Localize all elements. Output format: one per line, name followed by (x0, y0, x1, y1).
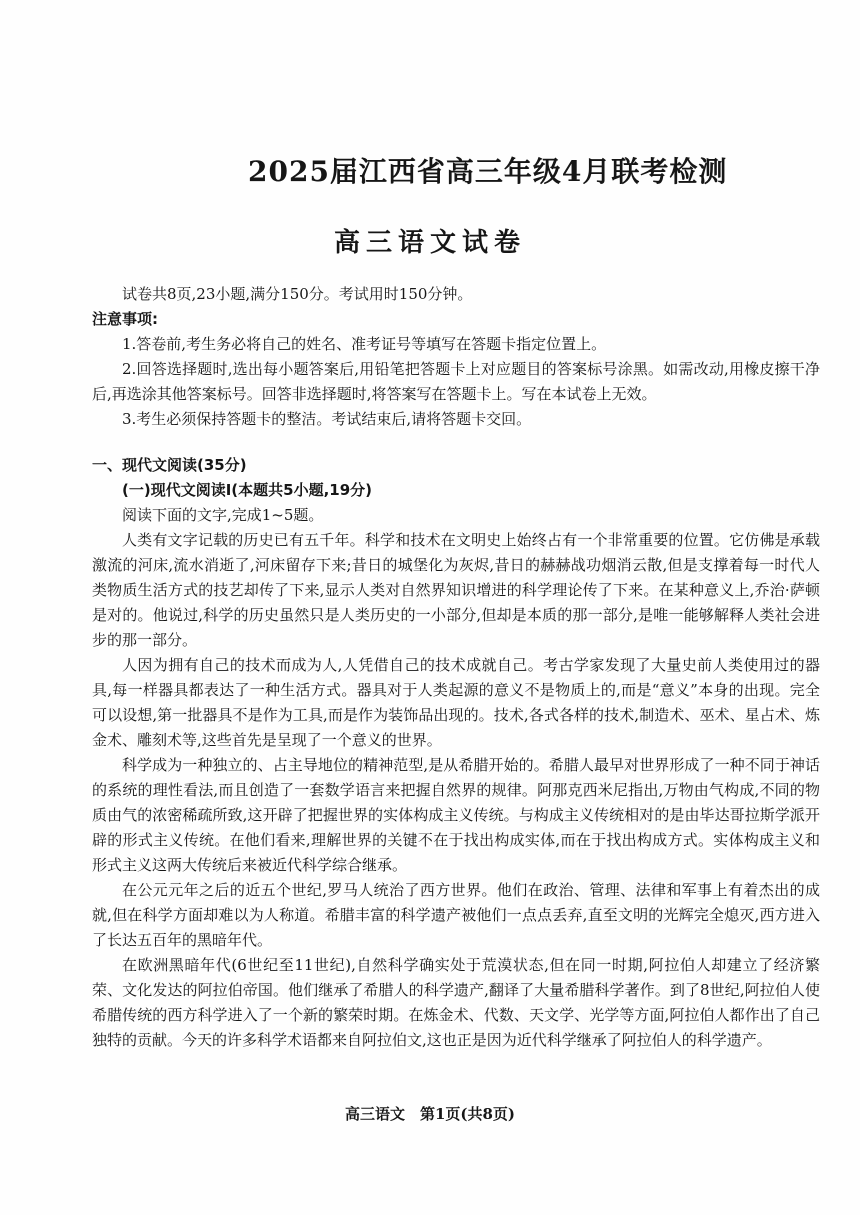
exam-title: 2025届江西省高三年级4月联考检测 (248, 155, 728, 188)
exam-subtitle: 高三语文试卷 (333, 228, 526, 258)
notice-heading: 注意事项: (92, 310, 158, 328)
passage-paragraph-1: 人类有文字记载的历史已有五千年。科学和技术在文明史上始终占有一个非常重要的位置。它仿佛是承载激流的河床,流水消逝了,河床留存下来;昔日的城堡化为灰烬,昔日的赫赫战功烟消云散,但是支撑着每一时代人类物质生活方式的技艺却传了下来,显示人类对自然界知识增进的科学理论传了下来。在某种意义上,乔治·萨顿是对的。他说过,科学的历史虽然只是人类历史的一小部分,但却是本质的那一部分,是唯一能够解释人类社会进步的那一部分。 (92, 531, 820, 649)
exam-intro: 试卷共8页,23小题,满分150分。考试用时150分钟。 (122, 285, 473, 303)
passage-paragraph-3: 科学成为一种独立的、占主导地位的精神范型,是从希腊开始的。希腊人最早对世界形成了一种不同于神话的系统的理性看法,而且创造了一套数学语言来把握自然界的规律。阿那克西米尼指出,万物由气构成,不同的物质由气的浓密稀疏所致,这开辟了把握世界的实体构成主义传统。与构成主义传统相对的是由毕达哥拉斯学派开辟的形式主义传统。在他们看来,理解世界的关键不在于找出构成实体,而在于找出构成方式。实体构成主义和形式主义这两大传统后来被近代科学综合继承。 (92, 756, 820, 874)
passage-paragraph-2: 人因为拥有自己的技术而成为人,人凭借自己的技术成就自己。考古学家发现了大量史前人类使用过的器具,每一样器具都表达了一种生活方式。器具对于人类起源的意义不是物质上的,而是“意义”本身的出现。完全可以设想,第一批器具不是作为工具,而是作为装饰品出现的。技术,各式各样的技术,制造术、巫术、星占术、炼金术、雕刻术等,这些首先是呈现了一个意义的世界。 (92, 656, 820, 749)
page-content (92, 282, 820, 1053)
passage-paragraph-5: 在欧洲黑暗年代(6世纪至11世纪),自然科学确实处于荒漠状态,但在同一时期,阿拉伯人却建立了经济繁荣、文化发达的阿拉伯帝国。他们继承了希腊人的科学遗产,翻译了大量希腊科学著作。到了8世纪,阿拉伯人使希腊传统的西方科学进入了一个新的繁荣时期。在炼金术、代数、天文学、光学等方面,阿拉伯人都作出了自己独特的贡献。今天的许多科学术语都来自阿拉伯文,这也正是因为近代科学继承了阿拉伯人的科学遗产。 (92, 956, 820, 1049)
section-heading: 一、现代文阅读(35分) (92, 456, 247, 474)
notice-item-1: 1.答卷前,考生务必将自己的姓名、准考证号等填写在答题卡指定位置上。 (122, 335, 607, 353)
subsection-heading: (一)现代文阅读Ⅰ(本题共5小题,19分) (122, 481, 373, 499)
passage-paragraph-4: 在公元元年之后的近五个世纪,罗马人统治了西方世界。他们在政治、管理、法律和军事上有着杰出的成就,但在科学方面却难以为人称道。希腊丰富的科学遗产被他们一点点丢弃,直至文明的光辉完全熄灭,西方进入了长达五百年的黑暗年代。 (92, 881, 820, 949)
notice-item-3: 3.考生必须保持答题卡的整洁。考试结束后,请将答题卡交回。 (122, 410, 532, 428)
notice-item-2: 2.回答选择题时,选出每小题答案后,用铅笔把答题卡上对应题目的答案标号涂黑。如需改动,用橡皮擦干净后,再选涂其他答案标号。回答非选择题时,将答案写在答题卡上。写在本试卷上无效。 (92, 360, 820, 403)
reading-instruction: 阅读下面的文字,完成1~5题。 (122, 506, 324, 524)
page-footer: 高三语文 第1页(共8页) (344, 1105, 516, 1123)
